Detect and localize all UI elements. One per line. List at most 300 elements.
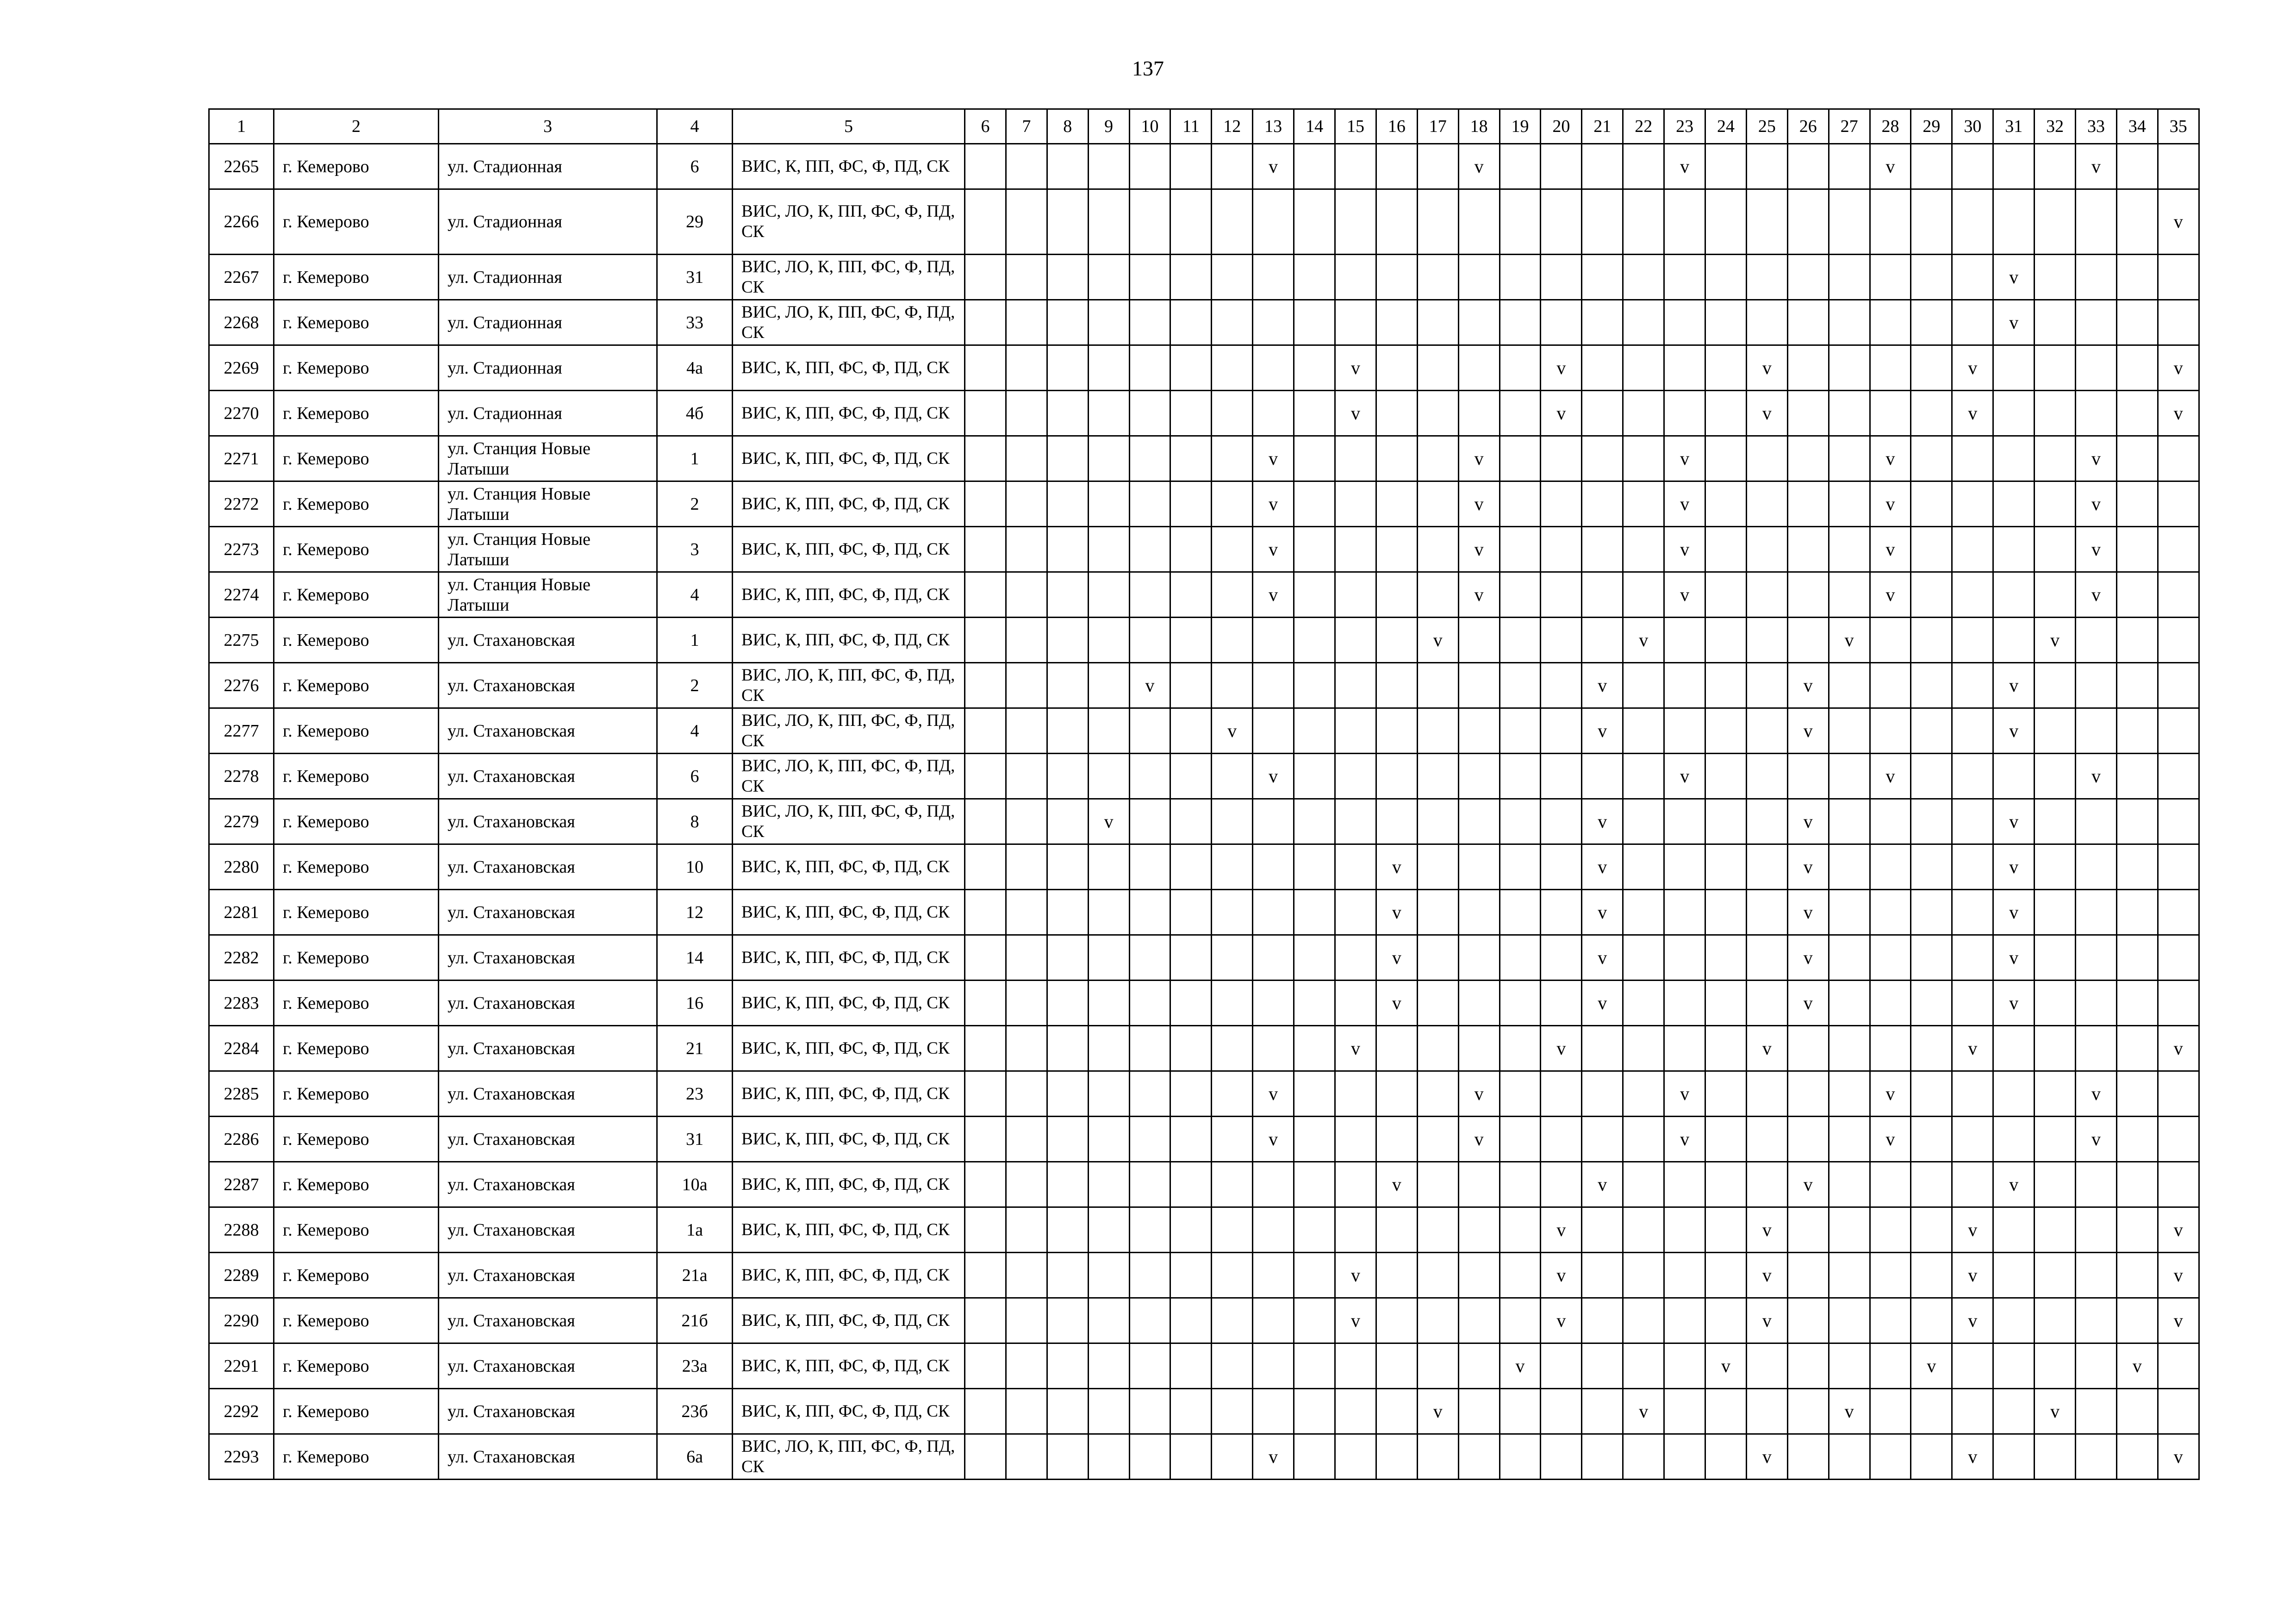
- city-cell: г. Кемерово: [274, 663, 439, 708]
- check-mark-cell: v: [1746, 1253, 1787, 1298]
- city-cell: г. Кемерово: [274, 708, 439, 754]
- empty-cell: [2076, 1253, 2117, 1298]
- street-cell: ул. Стадионная: [439, 189, 657, 255]
- empty-cell: [1541, 1389, 1582, 1434]
- check-mark-cell: v: [1993, 844, 2035, 890]
- empty-cell: [1952, 935, 1993, 981]
- empty-cell: [1787, 754, 1829, 799]
- empty-cell: [1952, 618, 1993, 663]
- empty-cell: [965, 300, 1006, 345]
- empty-cell: [1870, 1026, 1911, 1071]
- empty-cell: [1664, 1162, 1705, 1207]
- empty-cell: [1212, 1207, 1253, 1253]
- empty-cell: [1253, 1253, 1294, 1298]
- empty-cell: [2116, 572, 2158, 618]
- empty-cell: [1993, 1389, 2035, 1434]
- empty-cell: [1911, 1071, 1952, 1117]
- empty-cell: [1458, 1298, 1500, 1343]
- check-mark-cell: v: [1787, 799, 1829, 844]
- empty-cell: [965, 391, 1006, 436]
- empty-cell: [1623, 345, 1664, 391]
- services-cell: ВИС, К, ПП, ФС, Ф, ПД, СК: [733, 391, 965, 436]
- empty-cell: [1417, 1117, 1458, 1162]
- check-mark-cell: v: [1500, 1343, 1541, 1389]
- row-number-cell: 2273: [209, 527, 274, 572]
- check-mark-cell: v: [1664, 436, 1705, 481]
- empty-cell: [1129, 618, 1170, 663]
- empty-cell: [1253, 345, 1294, 391]
- empty-cell: [1006, 618, 1047, 663]
- empty-cell: [1335, 1162, 1376, 1207]
- empty-cell: [2076, 300, 2117, 345]
- empty-cell: [1623, 1253, 1664, 1298]
- street-cell: ул. Станция Новые Латыши: [439, 436, 657, 481]
- check-mark-cell: v: [1787, 663, 1829, 708]
- services-cell: ВИС, ЛО, К, ПП, ФС, Ф, ПД, СК: [733, 754, 965, 799]
- empty-cell: [2116, 255, 2158, 300]
- empty-cell: [1829, 144, 1870, 189]
- empty-cell: [1129, 391, 1170, 436]
- empty-cell: [1993, 345, 2035, 391]
- empty-cell: [1582, 527, 1623, 572]
- empty-cell: [1417, 981, 1458, 1026]
- empty-cell: [1458, 189, 1500, 255]
- empty-cell: [1006, 844, 1047, 890]
- empty-cell: [1376, 1434, 1417, 1480]
- empty-cell: [1253, 391, 1294, 436]
- empty-cell: [1417, 754, 1458, 799]
- check-mark-cell: v: [2158, 1026, 2199, 1071]
- empty-cell: [965, 754, 1006, 799]
- empty-cell: [2116, 144, 2158, 189]
- empty-cell: [2158, 1117, 2199, 1162]
- empty-cell: [1952, 799, 1993, 844]
- empty-cell: [1417, 436, 1458, 481]
- empty-cell: [1952, 844, 1993, 890]
- empty-cell: [965, 527, 1006, 572]
- empty-cell: [1417, 1162, 1458, 1207]
- empty-cell: [1170, 255, 1212, 300]
- street-cell: ул. Стахановская: [439, 708, 657, 754]
- empty-cell: [1746, 1162, 1787, 1207]
- empty-cell: [1500, 144, 1541, 189]
- empty-cell: [1129, 300, 1170, 345]
- empty-cell: [2158, 935, 2199, 981]
- check-mark-cell: v: [2158, 1434, 2199, 1480]
- empty-cell: [1170, 144, 1212, 189]
- empty-cell: [1911, 1117, 1952, 1162]
- empty-cell: [1212, 1117, 1253, 1162]
- city-cell: г. Кемерово: [274, 1389, 439, 1434]
- column-header-10: 10: [1129, 109, 1170, 144]
- empty-cell: [1500, 391, 1541, 436]
- city-cell: г. Кемерово: [274, 391, 439, 436]
- empty-cell: [1911, 1162, 1952, 1207]
- empty-cell: [1664, 981, 1705, 1026]
- empty-cell: [1911, 1207, 1952, 1253]
- empty-cell: [1006, 935, 1047, 981]
- house-number-cell: 33: [657, 300, 733, 345]
- empty-cell: [2035, 436, 2076, 481]
- row-number-cell: 2272: [209, 481, 274, 527]
- empty-cell: [1047, 189, 1088, 255]
- empty-cell: [2116, 935, 2158, 981]
- check-mark-cell: v: [1746, 1026, 1787, 1071]
- house-number-cell: 23а: [657, 1343, 733, 1389]
- empty-cell: [1952, 255, 1993, 300]
- table-row: [209, 618, 2199, 663]
- empty-cell: [1705, 663, 1747, 708]
- house-number-cell: 4: [657, 572, 733, 618]
- column-header-8: 8: [1047, 109, 1088, 144]
- empty-cell: [1623, 1026, 1664, 1071]
- city-cell: г. Кемерово: [274, 935, 439, 981]
- empty-cell: [1829, 1162, 1870, 1207]
- empty-cell: [1787, 1117, 1829, 1162]
- empty-cell: [1787, 391, 1829, 436]
- column-header-3: 3: [439, 109, 657, 144]
- empty-cell: [2116, 663, 2158, 708]
- empty-cell: [1417, 1207, 1458, 1253]
- empty-cell: [2158, 1389, 2199, 1434]
- house-number-cell: 6а: [657, 1434, 733, 1480]
- empty-cell: [1746, 981, 1787, 1026]
- house-number-cell: 2: [657, 481, 733, 527]
- empty-cell: [1952, 572, 1993, 618]
- empty-cell: [1623, 436, 1664, 481]
- empty-cell: [1952, 708, 1993, 754]
- empty-cell: [1253, 1026, 1294, 1071]
- house-number-cell: 21а: [657, 1253, 733, 1298]
- empty-cell: [2076, 345, 2117, 391]
- city-cell: г. Кемерово: [274, 981, 439, 1026]
- check-mark-cell: v: [1952, 1253, 1993, 1298]
- empty-cell: [1088, 1162, 1129, 1207]
- empty-cell: [1623, 708, 1664, 754]
- empty-cell: [2035, 345, 2076, 391]
- empty-cell: [1335, 663, 1376, 708]
- house-number-cell: 31: [657, 1117, 733, 1162]
- empty-cell: [1911, 144, 1952, 189]
- street-cell: ул. Стахановская: [439, 1071, 657, 1117]
- empty-cell: [1129, 572, 1170, 618]
- empty-cell: [1705, 1298, 1747, 1343]
- empty-cell: [1705, 527, 1747, 572]
- empty-cell: [1705, 1434, 1747, 1480]
- empty-cell: [1787, 300, 1829, 345]
- city-cell: г. Кемерово: [274, 754, 439, 799]
- street-cell: ул. Стахановская: [439, 890, 657, 935]
- empty-cell: [1170, 1207, 1212, 1253]
- empty-cell: [1006, 1162, 1047, 1207]
- city-cell: г. Кемерово: [274, 799, 439, 844]
- empty-cell: [1870, 1434, 1911, 1480]
- table-row: [209, 391, 2199, 436]
- check-mark-cell: v: [1664, 527, 1705, 572]
- check-mark-cell: v: [2076, 527, 2117, 572]
- city-cell: г. Кемерово: [274, 1026, 439, 1071]
- empty-cell: [2116, 527, 2158, 572]
- column-header-21: 21: [1582, 109, 1623, 144]
- empty-cell: [1376, 799, 1417, 844]
- empty-cell: [2116, 1207, 2158, 1253]
- street-cell: ул. Стахановская: [439, 935, 657, 981]
- check-mark-cell: v: [1335, 1026, 1376, 1071]
- column-header-18: 18: [1458, 109, 1500, 144]
- empty-cell: [1623, 663, 1664, 708]
- empty-cell: [1664, 935, 1705, 981]
- city-cell: г. Кемерово: [274, 1434, 439, 1480]
- empty-cell: [1500, 300, 1541, 345]
- check-mark-cell: v: [1829, 618, 1870, 663]
- empty-cell: [1170, 1434, 1212, 1480]
- empty-cell: [2035, 844, 2076, 890]
- empty-cell: [1623, 1071, 1664, 1117]
- empty-cell: [965, 1207, 1006, 1253]
- empty-cell: [1417, 663, 1458, 708]
- empty-cell: [1664, 618, 1705, 663]
- empty-cell: [1417, 890, 1458, 935]
- empty-cell: [1911, 189, 1952, 255]
- column-header-11: 11: [1170, 109, 1212, 144]
- empty-cell: [1787, 144, 1829, 189]
- empty-cell: [1417, 572, 1458, 618]
- empty-cell: [1993, 189, 2035, 255]
- empty-cell: [2158, 527, 2199, 572]
- empty-cell: [1664, 1026, 1705, 1071]
- empty-cell: [1417, 255, 1458, 300]
- empty-cell: [1047, 436, 1088, 481]
- empty-cell: [1829, 527, 1870, 572]
- check-mark-cell: v: [1582, 663, 1623, 708]
- empty-cell: [1335, 799, 1376, 844]
- empty-cell: [965, 708, 1006, 754]
- empty-cell: [1129, 1117, 1170, 1162]
- empty-cell: [1047, 255, 1088, 300]
- services-cell: ВИС, ЛО, К, ПП, ФС, Ф, ПД, СК: [733, 300, 965, 345]
- column-header-5: 5: [733, 109, 965, 144]
- empty-cell: [1746, 1117, 1787, 1162]
- street-cell: ул. Станция Новые Латыши: [439, 572, 657, 618]
- check-mark-cell: v: [1952, 391, 1993, 436]
- column-header-33: 33: [2076, 109, 2117, 144]
- table-row: [209, 1434, 2199, 1480]
- empty-cell: [1623, 981, 1664, 1026]
- empty-cell: [1335, 1343, 1376, 1389]
- empty-cell: [1911, 572, 1952, 618]
- empty-cell: [1705, 708, 1747, 754]
- empty-cell: [1006, 981, 1047, 1026]
- check-mark-cell: v: [1870, 527, 1911, 572]
- empty-cell: [1170, 1253, 1212, 1298]
- check-mark-cell: v: [1705, 1343, 1747, 1389]
- empty-cell: [1088, 1298, 1129, 1343]
- column-header-28: 28: [1870, 109, 1911, 144]
- check-mark-cell: v: [2158, 1207, 2199, 1253]
- empty-cell: [1829, 754, 1870, 799]
- empty-cell: [1582, 572, 1623, 618]
- empty-cell: [1952, 436, 1993, 481]
- empty-cell: [1335, 981, 1376, 1026]
- empty-cell: [1582, 391, 1623, 436]
- street-cell: ул. Станция Новые Латыши: [439, 481, 657, 527]
- city-cell: г. Кемерово: [274, 144, 439, 189]
- check-mark-cell: v: [1417, 1389, 1458, 1434]
- empty-cell: [2158, 618, 2199, 663]
- empty-cell: [1500, 1162, 1541, 1207]
- empty-cell: [1170, 1026, 1212, 1071]
- empty-cell: [1006, 255, 1047, 300]
- empty-cell: [1376, 1298, 1417, 1343]
- empty-cell: [965, 618, 1006, 663]
- empty-cell: [1500, 799, 1541, 844]
- street-cell: ул. Стахановская: [439, 1298, 657, 1343]
- empty-cell: [1870, 981, 1911, 1026]
- empty-cell: [965, 799, 1006, 844]
- empty-cell: [1212, 1026, 1253, 1071]
- empty-cell: [1047, 1026, 1088, 1071]
- empty-cell: [2035, 1162, 2076, 1207]
- empty-cell: [1705, 1026, 1747, 1071]
- empty-cell: [1500, 481, 1541, 527]
- empty-cell: [1170, 844, 1212, 890]
- empty-cell: [1500, 1071, 1541, 1117]
- empty-cell: [1417, 1253, 1458, 1298]
- empty-cell: [2116, 618, 2158, 663]
- empty-cell: [2116, 345, 2158, 391]
- empty-cell: [2076, 708, 2117, 754]
- check-mark-cell: v: [1582, 799, 1623, 844]
- check-mark-cell: v: [1664, 1071, 1705, 1117]
- empty-cell: [1952, 1071, 1993, 1117]
- table-row: [209, 572, 2199, 618]
- empty-cell: [1088, 708, 1129, 754]
- check-mark-cell: v: [1664, 481, 1705, 527]
- house-number-cell: 1: [657, 436, 733, 481]
- empty-cell: [2116, 890, 2158, 935]
- empty-cell: [1829, 799, 1870, 844]
- empty-cell: [1787, 1253, 1829, 1298]
- empty-cell: [1705, 799, 1747, 844]
- empty-cell: [1253, 663, 1294, 708]
- empty-cell: [2158, 754, 2199, 799]
- house-number-cell: 12: [657, 890, 733, 935]
- empty-cell: [1417, 799, 1458, 844]
- empty-cell: [1787, 345, 1829, 391]
- empty-cell: [1294, 1162, 1335, 1207]
- empty-cell: [1705, 481, 1747, 527]
- services-cell: ВИС, К, ПП, ФС, Ф, ПД, СК: [733, 1253, 965, 1298]
- empty-cell: [1047, 663, 1088, 708]
- house-number-cell: 16: [657, 981, 733, 1026]
- empty-cell: [2076, 1026, 2117, 1071]
- empty-cell: [1500, 1298, 1541, 1343]
- empty-cell: [1253, 935, 1294, 981]
- empty-cell: [1088, 1253, 1129, 1298]
- row-number-cell: 2274: [209, 572, 274, 618]
- check-mark-cell: v: [1787, 1162, 1829, 1207]
- empty-cell: [1952, 481, 1993, 527]
- empty-cell: [2158, 1071, 2199, 1117]
- empty-cell: [1047, 618, 1088, 663]
- empty-cell: [1170, 1162, 1212, 1207]
- empty-cell: [1787, 1071, 1829, 1117]
- empty-cell: [1212, 144, 1253, 189]
- empty-cell: [1294, 1298, 1335, 1343]
- empty-cell: [1911, 890, 1952, 935]
- empty-cell: [1870, 935, 1911, 981]
- row-number-cell: 2280: [209, 844, 274, 890]
- check-mark-cell: v: [1582, 935, 1623, 981]
- empty-cell: [965, 890, 1006, 935]
- empty-cell: [1746, 935, 1787, 981]
- street-cell: ул. Стадионная: [439, 144, 657, 189]
- row-number-cell: 2267: [209, 255, 274, 300]
- empty-cell: [1170, 799, 1212, 844]
- empty-cell: [1829, 1298, 1870, 1343]
- check-mark-cell: v: [1335, 1253, 1376, 1298]
- empty-cell: [1294, 1253, 1335, 1298]
- empty-cell: [1088, 189, 1129, 255]
- city-cell: г. Кемерово: [274, 255, 439, 300]
- empty-cell: [1911, 1253, 1952, 1298]
- check-mark-cell: v: [1952, 345, 1993, 391]
- empty-cell: [1253, 300, 1294, 345]
- empty-cell: [1253, 189, 1294, 255]
- empty-cell: [1253, 1343, 1294, 1389]
- empty-cell: [1417, 300, 1458, 345]
- empty-cell: [1787, 1389, 1829, 1434]
- empty-cell: [1294, 1434, 1335, 1480]
- document-table-container: [208, 108, 2200, 1480]
- empty-cell: [1541, 1071, 1582, 1117]
- empty-cell: [1500, 935, 1541, 981]
- check-mark-cell: v: [1088, 799, 1129, 844]
- empty-cell: [1911, 255, 1952, 300]
- services-cell: ВИС, К, ПП, ФС, Ф, ПД, СК: [733, 935, 965, 981]
- empty-cell: [1376, 481, 1417, 527]
- empty-cell: [1129, 1207, 1170, 1253]
- services-cell: ВИС, К, ПП, ФС, Ф, ПД, СК: [733, 1071, 965, 1117]
- empty-cell: [1787, 1026, 1829, 1071]
- empty-cell: [1870, 255, 1911, 300]
- house-number-cell: 21б: [657, 1298, 733, 1343]
- empty-cell: [2158, 481, 2199, 527]
- empty-cell: [1623, 144, 1664, 189]
- empty-cell: [1829, 345, 1870, 391]
- empty-cell: [2076, 981, 2117, 1026]
- empty-cell: [1212, 1434, 1253, 1480]
- empty-cell: [1911, 708, 1952, 754]
- row-number-cell: 2281: [209, 890, 274, 935]
- empty-cell: [1829, 1343, 1870, 1389]
- empty-cell: [1911, 527, 1952, 572]
- empty-cell: [1417, 844, 1458, 890]
- empty-cell: [1253, 708, 1294, 754]
- empty-cell: [1417, 189, 1458, 255]
- empty-cell: [1746, 189, 1787, 255]
- column-header-29: 29: [1911, 109, 1952, 144]
- empty-cell: [1006, 1207, 1047, 1253]
- empty-cell: [2035, 935, 2076, 981]
- empty-cell: [2035, 391, 2076, 436]
- empty-cell: [1335, 754, 1376, 799]
- empty-cell: [1664, 1298, 1705, 1343]
- empty-cell: [965, 935, 1006, 981]
- empty-cell: [1787, 436, 1829, 481]
- empty-cell: [1376, 1253, 1417, 1298]
- row-number-cell: 2286: [209, 1117, 274, 1162]
